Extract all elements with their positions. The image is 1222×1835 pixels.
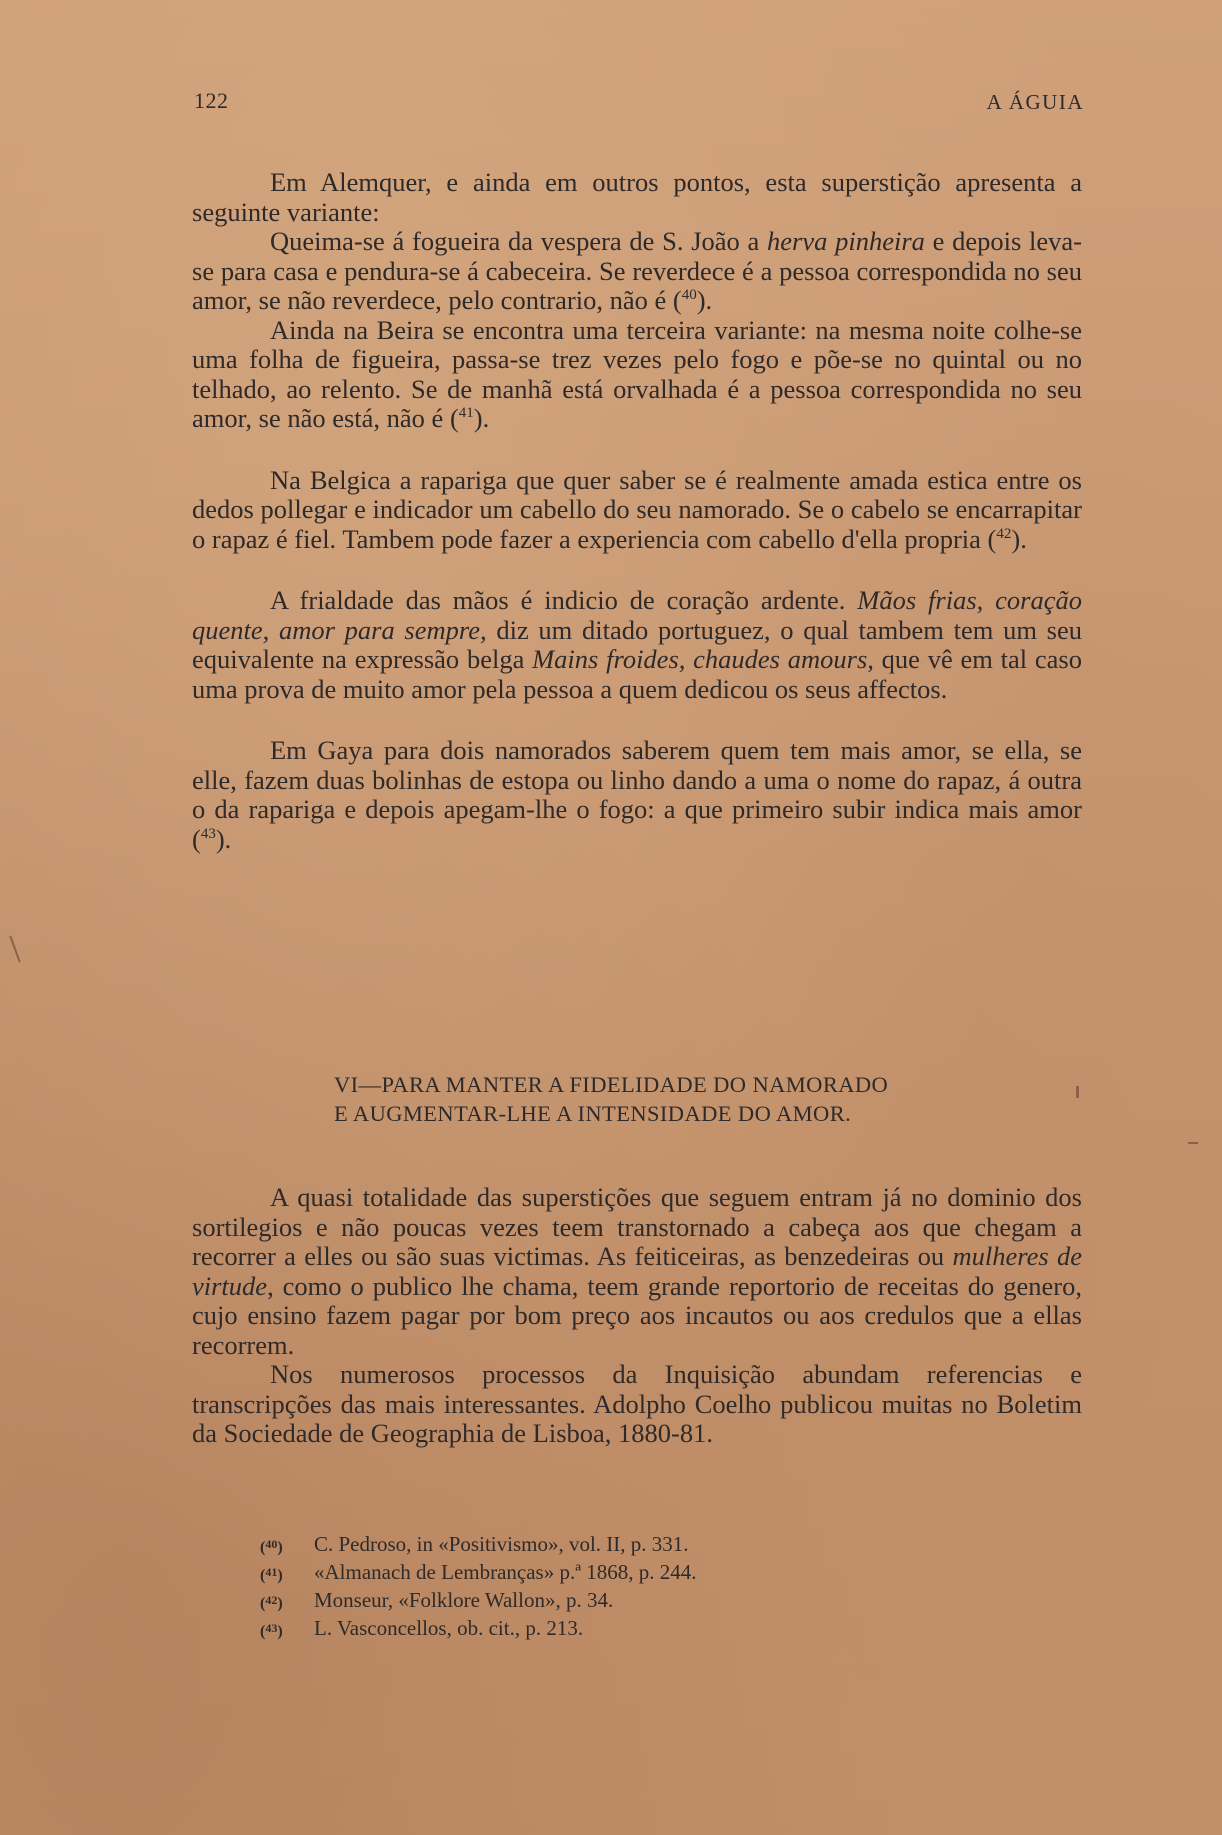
- paragraph-1: Em Alemquer, e ainda em outros pontos, esta superstição apresenta a seguinte variante:: [192, 167, 1082, 227]
- footnote-item: [260, 1560, 960, 1588]
- footnote-marker: ($^{40}$): [260, 1537, 283, 1556]
- footnote-text: Monseur, «Folklore Wallon», p. 34.: [314, 1588, 614, 1612]
- paragraph-8: Nos numerosos processos da Inquisição abundam referencias e transcripções das mais interessantes. Adolpho Coelho publicou muitas no Boletim da Sociedade de Geographia de Lisboa, 1880-81.: [192, 1359, 1082, 1448]
- journal-title: A ÁGUIA: [986, 90, 1084, 114]
- footnotes: [260, 1532, 960, 1644]
- body-text: [192, 168, 1082, 854]
- section-body-text: [192, 1183, 1082, 1449]
- paragraph-7: A quasi totalidade das superstições que seguem entram já no dominio dos sortilegios e não poucas vezes teem transtornado a cabeça aos que chegam a recorrer a elles ou são suas victimas. As feiticeiras, as benzedeiras ou mulheres de virtude, como o publico lhe chama, teem grande reportorio de receitas do genero, cujo ensino fazem pagar por bom preço aos incautos ou aos credulos que a ellas recorrem.: [192, 1182, 1082, 1360]
- footnote-ref-40: 40: [681, 287, 697, 303]
- footnote-text: «Almanach de Lembranças» p.ª 1868, p. 244.: [314, 1560, 697, 1584]
- section-heading-line-2: E AUGMENTAR-LHE A INTENSIDADE DO AMOR.: [334, 1101, 852, 1126]
- paragraph-6: Em Gaya para dois namorados saberem quem tem mais amor, se ella, se elle, fazem duas bolinhas de estopa ou linho dando a uma o nome do rapaz, á outra o da rapariga e depois apegam-lhe o fogo: a que primeiro subir indica mais amor ($^{43}$).: [192, 735, 1082, 854]
- footnote-ref-43: 43: [200, 825, 216, 842]
- section-heading: [334, 1070, 974, 1128]
- paragraph-3: Ainda na Beira se encontra uma terceira variante: na mesma noite colhe-se uma folha de figueira, passa-se trez vezes pelo fogo e põe-se no quintal ou no telhado, ao relento. Se de manhã está orvalhada é a pessoa correspondida no seu amor, se não está, não é ($^{41}$).: [192, 314, 1082, 433]
- margin-mark: [1188, 1142, 1198, 1144]
- footnote-ref-41: 41: [458, 405, 474, 421]
- footnote-marker: ($^{41}$): [260, 1565, 283, 1584]
- footnote-text: C. Pedroso, in «Positivismo», vol. II, p. 331.: [314, 1532, 689, 1556]
- footnote-marker: ($^{43}$): [260, 1621, 283, 1640]
- footnote-ref-42: 42: [996, 525, 1012, 542]
- footnote-item: [260, 1616, 960, 1644]
- margin-mark: [9, 936, 20, 963]
- footnote-text: L. Vasconcellos, ob. cit., p. 213.: [314, 1616, 584, 1640]
- footnote-item: [260, 1588, 960, 1616]
- footnote-item: [260, 1532, 960, 1560]
- paragraph-2: Queima-se á fogueira da vespera de S. João a herva pinheira e depois leva-se para casa e pendura-se á cabeceira. Se reverdece é a pessoa correspondida no seu amor, se não reverdece, pelo contrario, não é ($^{40}$).: [192, 226, 1082, 315]
- footnote-marker: ($^{42}$): [260, 1593, 283, 1612]
- page-number: 122: [194, 88, 229, 113]
- paragraph-5: A frialdade das mãos é indicio de coração ardente. Mãos frias, coração quente, amor para sempre, diz um ditado portuguez, o qual tambem tem um seu equivalente na expressão belga Mains froides, chaudes amours, que vê em tal caso uma prova de muito amor pela pessoa a quem dedicou os seus affectos.: [192, 585, 1082, 704]
- margin-mark: [1076, 1086, 1079, 1098]
- running-header: [194, 88, 1084, 118]
- section-heading-line-1: VI—PARA MANTER A FIDELIDADE DO NAMORADO: [334, 1072, 889, 1097]
- paragraph-4: Na Belgica a rapariga que quer saber se é realmente amada estica entre os dedos pollegar e indicador um cabello do seu namorado. Se o cabelo se encarrapitar o rapaz é fiel. Tambem pode fazer a experiencia com cabello d'ella propria ($^{42}$).: [192, 464, 1082, 554]
